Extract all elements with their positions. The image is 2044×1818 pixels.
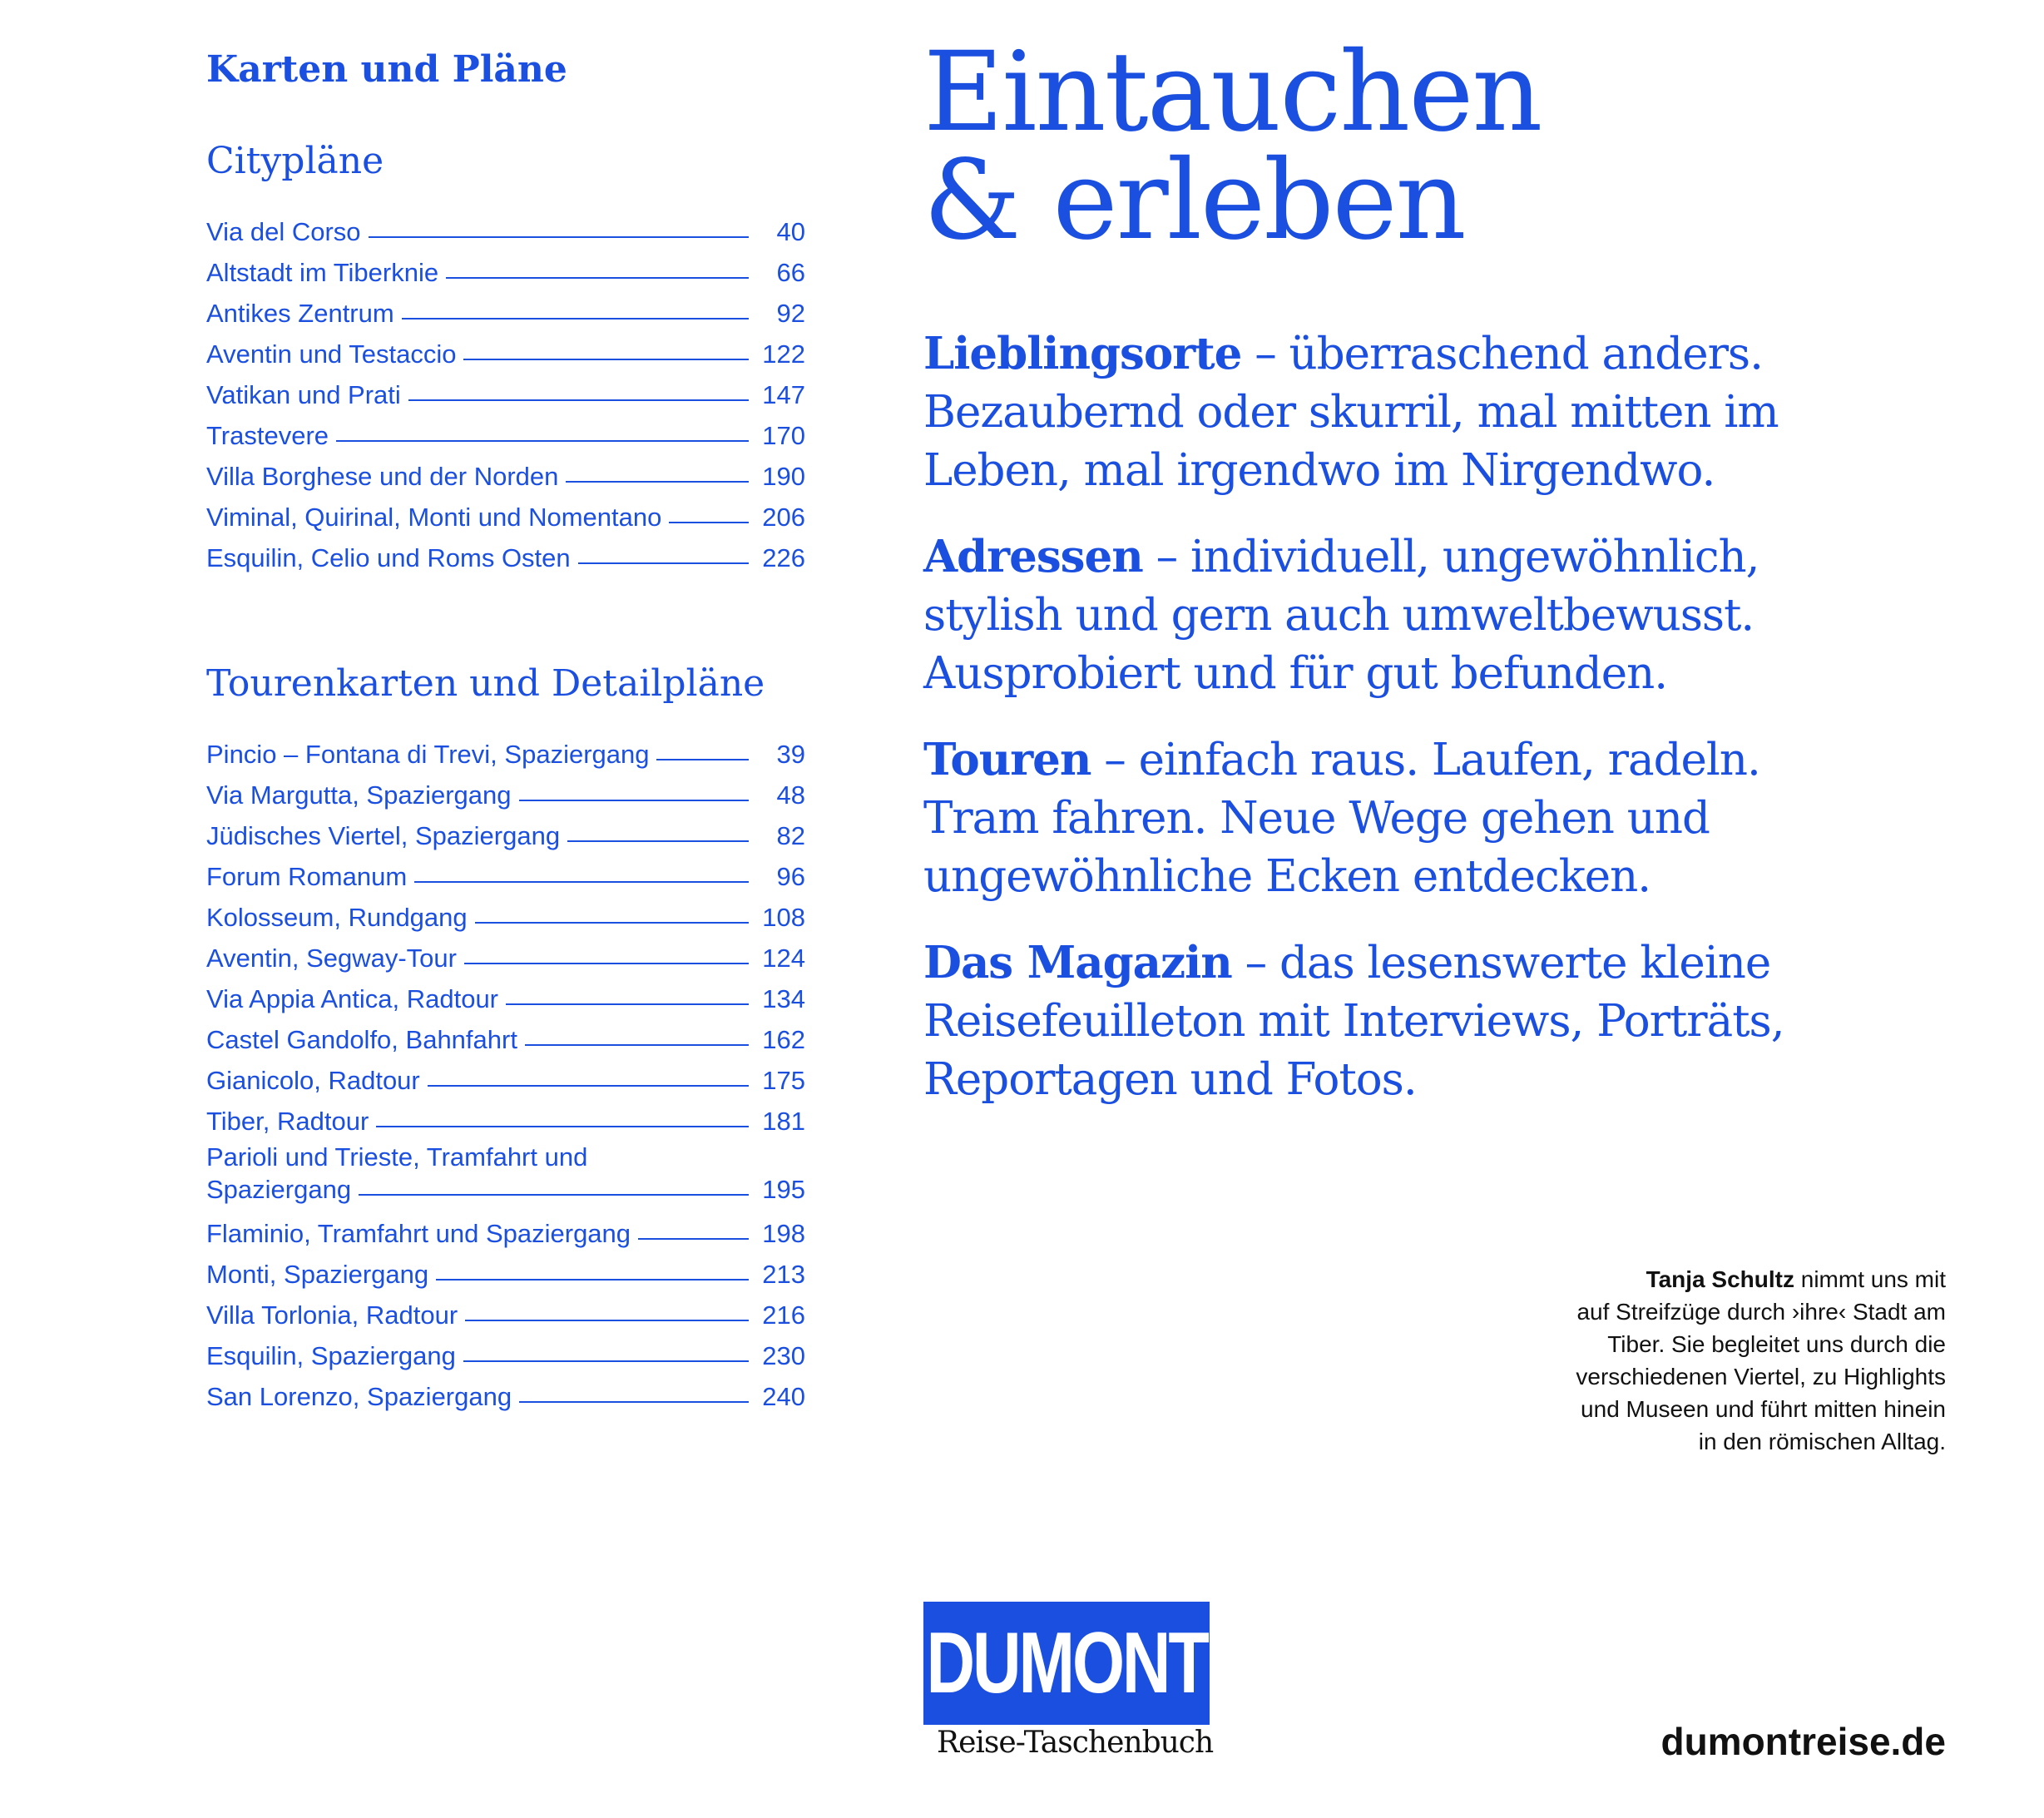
list-item: San Lorenzo, Spaziergang 240 xyxy=(206,1376,805,1417)
list-item: Villa Torlonia, Radtour 216 xyxy=(206,1295,805,1335)
tour-maps-list xyxy=(206,734,805,1417)
dumont-logo: DUMONT xyxy=(923,1602,1210,1725)
feature-term: Adressen xyxy=(923,531,1143,582)
feature-term: Das Magazin xyxy=(923,937,1232,988)
website-url: dumontreise.de xyxy=(1660,1720,1946,1763)
list-item: Tiber, Radtour 181 xyxy=(206,1101,805,1142)
city-maps-list xyxy=(206,211,805,578)
list-item: Esquilin, Celio und Roms Osten 226 xyxy=(206,537,805,578)
list-item: Parioli und Trieste, Tramfahrt und Spaziergang 195 xyxy=(206,1142,805,1204)
list-item: Kolosseum, Rundgang 108 xyxy=(206,897,805,938)
list-item: Aventin und Testaccio 122 xyxy=(206,334,805,374)
headline xyxy=(923,28,1542,265)
headline-line-1: Eintauchen xyxy=(923,28,1542,156)
feature-term: Lieblingsorte xyxy=(923,328,1242,379)
list-item: Via del Corso 40 xyxy=(206,211,805,252)
headline-line-2: & erleben xyxy=(923,136,1465,265)
list-item: Villa Borghese und der Norden 190 xyxy=(206,456,805,497)
list-item: Flaminio, Tramfahrt und Spaziergang 198 xyxy=(206,1213,805,1254)
feature-term: Touren xyxy=(923,734,1091,785)
list-item: Gianicolo, Radtour 175 xyxy=(206,1060,805,1101)
list-item: Monti, Spaziergang 213 xyxy=(206,1254,805,1295)
list-item: Trastevere 170 xyxy=(206,415,805,456)
author-blurb: Tanja Schultz nimmt uns mit auf Streifzüge durch ›ihre‹ Stadt am Tiber. Sie begleitet uns durch die verschiedenen Viertel, zu Highlights und Museen und führt mitten hinein in den römischen Alltag. xyxy=(1576,1266,1946,1454)
feature-touren: Touren – einfach raus. Laufen, radeln. Tram fahren. Neue Wege gehen und ungewöhnliche Ecken entdecken. xyxy=(923,734,1760,902)
list-item: Esquilin, Spaziergang 230 xyxy=(206,1335,805,1376)
list-item: Forum Romanum 96 xyxy=(206,856,805,897)
list-item: Antikes Zentrum 92 xyxy=(206,293,805,334)
author-name: Tanja Schultz xyxy=(1646,1266,1794,1292)
list-item: Vatikan und Prati 147 xyxy=(206,374,805,415)
list-item: Castel Gandolfo, Bahnfahrt 162 xyxy=(206,1019,805,1060)
feature-lieblingsorte: Lieblingsorte – überraschend anders. Bezaubernd oder skurril, mal mitten im Leben, mal irgendwo im Nirgendwo. xyxy=(923,328,1779,496)
list-item: Via Margutta, Spaziergang 48 xyxy=(206,775,805,815)
tour-maps-heading: Tourenkarten und Detailpläne xyxy=(206,662,765,705)
series-name: Reise-Taschenbuch xyxy=(937,1726,1214,1760)
list-item: Via Appia Antica, Radtour 134 xyxy=(206,978,805,1019)
feature-magazin: Das Magazin – das lesenswerte kleine Reisefeuilleton mit Interviews, Porträts, Reportagen und Fotos. xyxy=(923,937,1784,1105)
list-item: Pincio – Fontana di Trevi, Spaziergang 39 xyxy=(206,734,805,775)
city-maps-heading: Citypläne xyxy=(206,140,384,182)
index-title: Karten und Pläne xyxy=(206,48,567,91)
list-item: Altstadt im Tiberknie 66 xyxy=(206,252,805,293)
list-item: Viminal, Quirinal, Monti und Nomentano 206 xyxy=(206,497,805,537)
feature-adressen: Adressen – individuell, ungewöhnlich, stylish und gern auch umweltbewusst. Ausprobiert und für gut befunden. xyxy=(923,531,1759,699)
list-item: Aventin, Segway-Tour 124 xyxy=(206,938,805,978)
list-item: Jüdisches Viertel, Spaziergang 82 xyxy=(206,815,805,856)
